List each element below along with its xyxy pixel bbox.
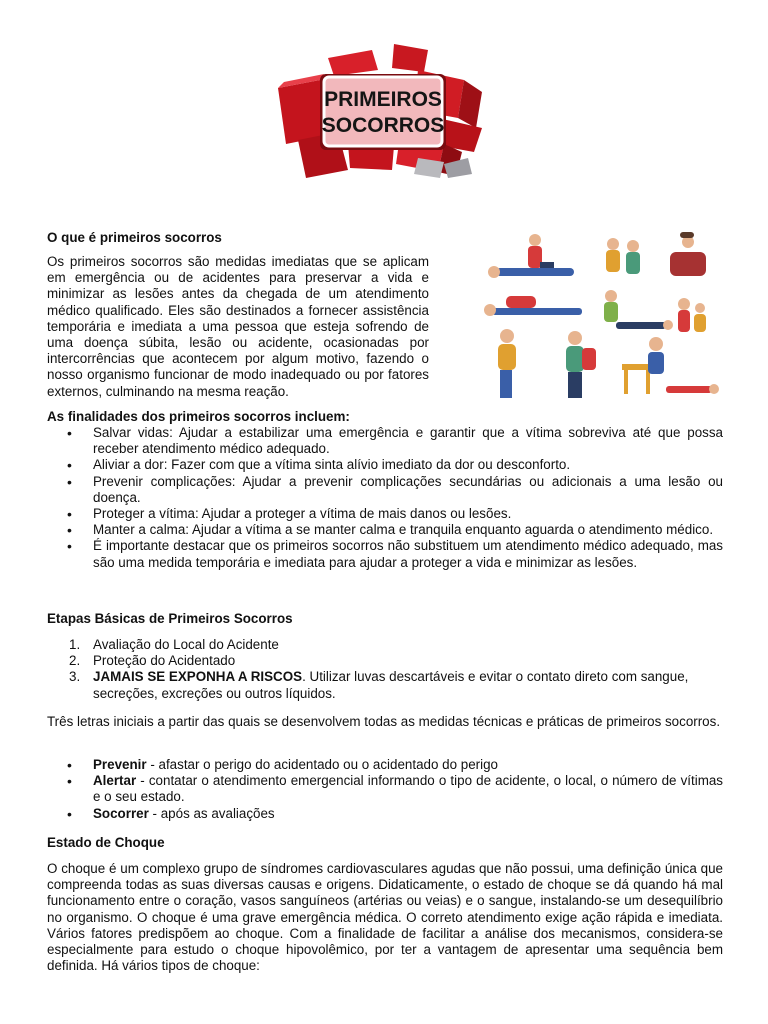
steps-list (47, 637, 723, 702)
letters-list (47, 757, 723, 822)
list-item: • É importante destacar que os primeiros socorros não substituem um atendimento médico adequado, mas são uma medida temporária e imediata para ajudar a proteger a vida e minimizar as lesões. (67, 538, 723, 570)
list-item: 1. Avaliação do Local do Acidente (69, 637, 279, 652)
bandage-scene-icon (604, 290, 673, 330)
goals-list (47, 425, 723, 571)
list-item: • Proteger a vítima: Ajudar a proteger a vítima de mais danos ou lesões. (67, 506, 512, 523)
logo-text-line2: SOCORROS (321, 114, 445, 137)
list-item: • Socorrer - após as avaliações (67, 805, 275, 822)
carry-scene-icon (566, 331, 596, 398)
blanket-scene-icon (670, 232, 706, 276)
primeiros-socorros-logo (268, 40, 498, 180)
family-scene-icon (678, 298, 706, 332)
logo-text-line1: PRIMEIROS (324, 88, 442, 111)
list-item: • Prevenir - afastar o perigo do acidentado ou o acidentado do perigo (67, 757, 498, 773)
list-item: 3. JAMAIS SE EXPONHA A RISCOS. Utilizar luvas descartáveis e evitar o contato direto com sangue, secreções, excreções ou outros líquidos. (69, 669, 689, 701)
recovery-position-icon (484, 296, 582, 316)
list-item: 2. Proteção do Acidentado (69, 653, 236, 669)
first-aid-illustrations (482, 228, 722, 404)
list-item: • Alertar - contatar o atendimento emergencial informando o tipo de acidente, o local, o número de vítimas e o seu estado. (67, 773, 723, 805)
heimlich-scene-icon (498, 329, 516, 398)
list-item: • Aliviar a dor: Fazer com que a vítima sinta alívio imediato da dor ou desconforto. (67, 457, 571, 474)
paragraph-three-letters: Três letras iniciais a partir das quais se desenvolvem todas as medidas técnicas e práticas de primeiros socorros. (47, 714, 721, 729)
heading-what-is-first-aid: O que é primeiros socorros (47, 230, 222, 245)
paragraph-shock: O choque é um complexo grupo de síndromes cardiovasculares agudas que não possui, uma definição única que compreenda todas as suas diversas causas e origens. Didaticamente, o estado de choque se dá quando há mal funcionamento entre o coração, vasos sanguíneos (artérias ou veias) e o sangue, instalando-se um desequilíbrio no organismo. O choque é uma grave emergência médica. O correto atendimento exige ação rápida e imediata. Vários fatores predispõem ao choque. Com a finalidade de facilitar a análise dos mecanismos, considera-se especialmente para estudo o choque hipovolêmico, por ter a vantagem de apresentar uma sequência bem definida. Há vários tipos de choque: (47, 861, 723, 974)
heading-goals: As finalidades dos primeiros socorros incluem: (47, 409, 350, 424)
paragraph-what-is-first-aid: Os primeiros socorros são medidas imediatas que se aplicam em emergência ou de acidentes para preservar a vida e minimizar as lesões antes da chegada de um atendimento médico qualificado. Eles são destinados a fornecer assistência temporária e imediata a uma pessoa que esteja sofrendo de uma doença súbita, lesão ou acidente, ocasionadas por intercorrências que acontecem por algum motivo, fazendo o nosso organismo funcionar de modo inadequado ou por fatores externos, culminando na mesma reação. (47, 254, 429, 399)
list-item: • Salvar vidas: Ajudar a estabilizar uma emergência e garantir que a vítima sobreviva até que possa receber atendimento médico adequado. (67, 425, 723, 457)
helper-scene-icon (606, 238, 640, 274)
heading-shock: Estado de Choque (47, 835, 165, 850)
list-item: • Prevenir complicações: Ajudar a prevenir complicações secundárias ou adicionais a uma lesão ou doença. (67, 473, 723, 505)
list-item: • Manter a calma: Ajudar a vítima a se manter calma e tranquila enquanto aguarda o atendimento médico. (67, 522, 714, 539)
stool-scene-icon (622, 337, 719, 394)
heading-basic-steps: Etapas Básicas de Primeiros Socorros (47, 611, 293, 626)
cpr-scene-icon (488, 234, 574, 278)
